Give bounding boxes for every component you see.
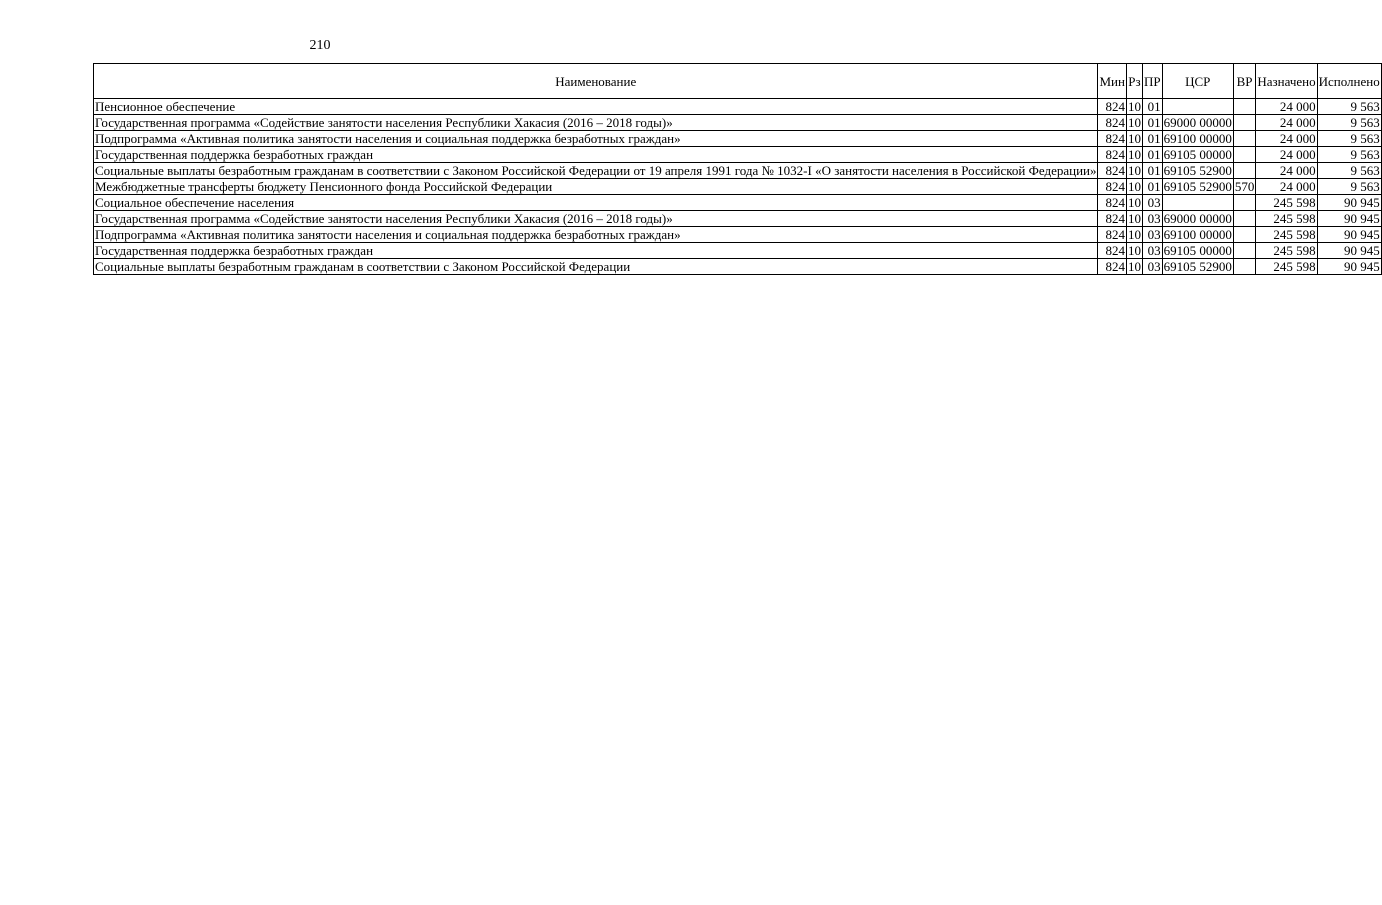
header-pr: ПР: [1142, 64, 1162, 99]
table-body: [94, 99, 1382, 275]
cell-pr: 01: [1142, 163, 1162, 179]
table-row: [94, 115, 1382, 131]
cell-rz: 10: [1127, 211, 1141, 226]
cell-name: Пенсионное обеспечение: [94, 99, 1098, 115]
cell-csr: [1162, 99, 1233, 115]
cell-executed: 90 945: [1317, 227, 1381, 243]
cell-planned: 245 598: [1256, 195, 1317, 211]
cell-min: 824: [1098, 115, 1126, 131]
cell-executed: 9 563: [1317, 163, 1381, 179]
cell-vr: [1233, 163, 1256, 179]
cell-pr: 01: [1142, 147, 1162, 163]
cell-vr: [1233, 259, 1256, 275]
table-row: [94, 163, 1382, 179]
cell-csr: 69000 00000: [1163, 115, 1232, 130]
cell-rz: 10: [1127, 243, 1141, 258]
cell-csr: 69000 00000: [1163, 211, 1232, 226]
cell-name: Межбюджетные трансферты бюджету Пенсионного фонда Российской Федерации: [94, 179, 1098, 195]
cell-vr: [1233, 195, 1256, 211]
cell-planned: 24 000: [1256, 99, 1317, 115]
cell-rz: 10: [1127, 227, 1141, 242]
cell-rz: 10: [1127, 179, 1141, 194]
cell-name: Государственная программа «Содействие занятости населения Республики Хакасия (2016 – 2018 годы)»: [94, 211, 1098, 227]
cell-name: Социальные выплаты безработным гражданам в соответствии с Законом Российской Федерации от 19 апреля 1991 года № 1032-I «О занятости населения в Российской Федерации»: [95, 163, 1097, 178]
cell-executed: 9 563: [1317, 179, 1381, 195]
cell-name: Государственная поддержка безработных граждан: [94, 243, 1098, 259]
cell-rz: 10: [1127, 147, 1141, 162]
cell-vr: [1233, 227, 1256, 243]
table-row: [94, 259, 1382, 275]
cell-pr: 03: [1142, 227, 1162, 243]
cell-name: Социальное обеспечение населения: [94, 195, 1098, 211]
cell-rz: 10: [1127, 115, 1141, 130]
cell-csr: 69105 52900: [1163, 179, 1232, 194]
table-row: [94, 243, 1382, 259]
cell-executed: 90 945: [1317, 243, 1381, 259]
cell-vr: [1233, 243, 1256, 259]
cell-planned: 24 000: [1256, 131, 1317, 147]
budget-table: [93, 63, 1382, 275]
cell-planned: 245 598: [1256, 227, 1317, 243]
table-row: [94, 147, 1382, 163]
cell-executed: 90 945: [1317, 195, 1381, 211]
cell-rz: 10: [1127, 131, 1141, 146]
cell-csr: 69105 00000: [1163, 243, 1232, 258]
cell-pr: 01: [1142, 131, 1162, 147]
header-planned: Назначено: [1256, 64, 1317, 99]
table-row: [94, 131, 1382, 147]
header-rz: Рз: [1126, 64, 1142, 99]
cell-vr: [1233, 99, 1256, 115]
cell-executed: 9 563: [1317, 115, 1381, 131]
cell-min: 824: [1098, 147, 1126, 163]
cell-name: Подпрограмма «Активная политика занятости населения и социальная поддержка безработных граждан»: [94, 227, 1098, 243]
cell-executed: 9 563: [1317, 131, 1381, 147]
cell-min: 824: [1098, 259, 1126, 275]
cell-vr: [1233, 211, 1256, 227]
cell-min: 824: [1098, 243, 1126, 259]
cell-pr: 01: [1142, 179, 1162, 195]
cell-min: 824: [1098, 211, 1126, 227]
cell-csr: 69100 00000: [1163, 131, 1232, 146]
cell-pr: 03: [1142, 195, 1162, 211]
cell-pr: 01: [1142, 99, 1162, 115]
cell-executed: 9 563: [1317, 147, 1381, 163]
cell-planned: 245 598: [1256, 211, 1317, 227]
cell-name: Социальные выплаты безработным гражданам в соответствии с Законом Российской Федерации: [94, 259, 1098, 275]
header-min: Мин: [1098, 64, 1126, 99]
cell-planned: 24 000: [1256, 163, 1317, 179]
table-row: [94, 195, 1382, 211]
cell-name: Подпрограмма «Активная политика занятости населения и социальная поддержка безработных граждан»: [94, 131, 1098, 147]
cell-pr: 01: [1142, 115, 1162, 131]
table-header-row: [94, 64, 1382, 99]
cell-min: 824: [1098, 227, 1126, 243]
page-number: 210: [309, 38, 331, 53]
cell-csr: 69105 52900: [1163, 163, 1232, 178]
table-row: [94, 99, 1382, 115]
cell-csr: 69105 00000: [1163, 147, 1232, 162]
header-executed: Исполнено: [1317, 64, 1381, 99]
cell-vr: [1233, 147, 1256, 163]
header-name: Наименование: [94, 64, 1098, 99]
cell-min: 824: [1098, 163, 1126, 179]
cell-pr: 03: [1142, 243, 1162, 259]
cell-vr: [1233, 115, 1256, 131]
cell-csr: 69100 00000: [1163, 227, 1232, 242]
cell-csr: 69105 52900: [1163, 259, 1232, 274]
cell-planned: 24 000: [1256, 115, 1317, 131]
table-row: [94, 227, 1382, 243]
header-csr: ЦСР: [1162, 64, 1233, 99]
cell-min: 824: [1098, 195, 1126, 211]
cell-pr: 03: [1142, 259, 1162, 275]
cell-vr: [1233, 131, 1256, 147]
cell-min: 824: [1098, 99, 1126, 115]
cell-pr: 03: [1142, 211, 1162, 227]
cell-planned: 24 000: [1256, 179, 1317, 195]
cell-executed: 90 945: [1317, 211, 1381, 227]
table-row: [94, 179, 1382, 195]
header-vr: ВР: [1233, 64, 1256, 99]
cell-min: 824: [1098, 179, 1126, 195]
cell-rz: 10: [1127, 259, 1141, 274]
cell-name: Государственная поддержка безработных граждан: [94, 147, 1098, 163]
cell-vr: 570: [1234, 179, 1255, 194]
cell-executed: 9 563: [1317, 99, 1381, 115]
cell-planned: 245 598: [1256, 259, 1317, 275]
table-row: [94, 211, 1382, 227]
cell-planned: 24 000: [1256, 147, 1317, 163]
cell-name: Государственная программа «Содействие занятости населения Республики Хакасия (2016 – 2018 годы)»: [94, 115, 1098, 131]
cell-csr: [1162, 195, 1233, 211]
cell-rz: 10: [1127, 195, 1141, 210]
cell-min: 824: [1098, 131, 1126, 147]
cell-planned: 245 598: [1256, 243, 1317, 259]
cell-executed: 90 945: [1317, 259, 1381, 275]
cell-rz: 10: [1127, 163, 1141, 178]
cell-rz: 10: [1127, 99, 1141, 114]
